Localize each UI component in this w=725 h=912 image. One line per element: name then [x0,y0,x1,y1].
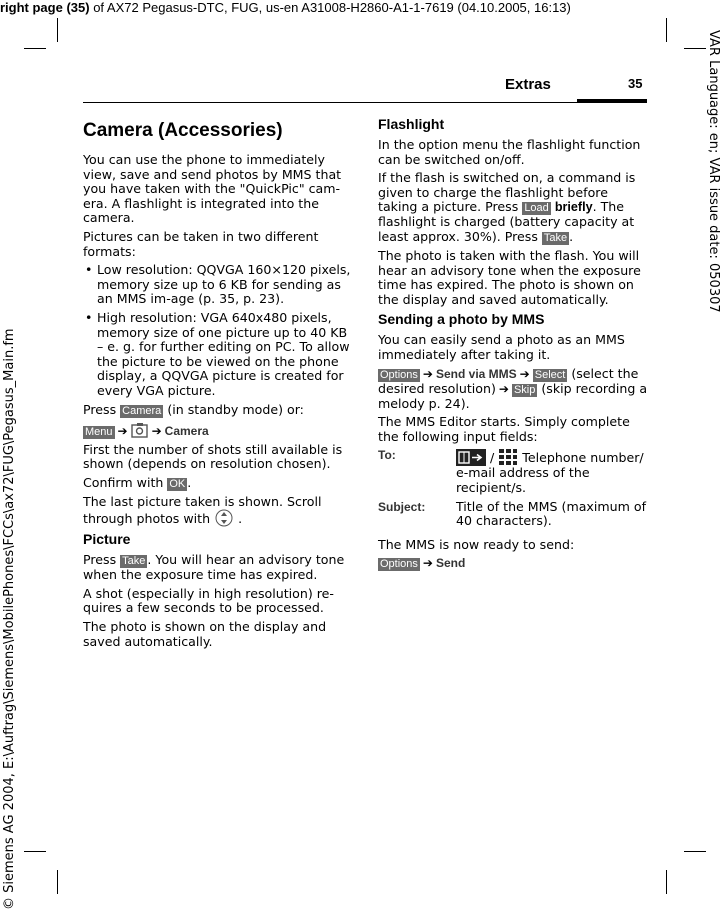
emphasis: briefly [554,200,593,215]
side-text-right: VAR Language: en; VAR issue date: 050307 [706,30,721,313]
menu-softkey: Menu [85,425,113,438]
scroll-navigation-icon [214,509,234,527]
field-table [378,448,650,532]
field-desc-subject: Title of the MMS (maximum of 40 characters). [456,498,647,529]
arrow-right-icon: ➔ [519,366,530,381]
paragraph: In the option menu the flashlight function can be switched on/off. [378,137,641,167]
crop-mark [24,851,46,852]
text: Press [83,401,117,417]
paragraph: The photo is taken with the flash. You will hear an advisory tone when the exposure time has expired. The photo is shown on the display and saved automatically. [378,247,641,307]
arrow-right-icon: ➔ [151,423,162,438]
take-softkey: Take [122,555,146,568]
print-header [0,0,571,15]
text: . [238,511,243,527]
side-text-left: © Siemens AG 2004, E:\Auftrag\Siemens\MobilePhones\FCCs\ax72\FUG\Pegasus_Main.fm [2,328,17,910]
text: The last picture taken is shown. Scroll through photos with [83,493,322,527]
options-softkey: Options [380,368,418,381]
bullet-mark: • [85,309,93,325]
header-rest: of AX72 Pegasus-DTC, FUG, us-en A31008-H2860-A1-1-7619 (04.10.2005, 16:13) [89,0,571,15]
text: If the flash is switched on, a command is given to charge the flashlight before taking a picture. Press [378,170,636,215]
menu-path [83,422,353,439]
text: . The flashlight is charged (battery capacity at least approx. 30%). Press [378,199,635,244]
bullet-text: Low resolution: QQVGA 160×120 pixels, memory size up to 6 KB for sending as an MMS im-age (p. 35, p. 23). [97,262,351,307]
phonebook-icon [456,449,486,466]
text: (select the desired resolution) [378,365,639,396]
left-column [83,116,353,653]
section-heading: Camera (Accessories) [83,120,283,141]
paragraph: You can easily send a photo as an MMS immediately after taking it. [378,332,625,362]
paragraph: You can use the phone to immediately view, save and send photos by MMS that you have taken with the "QuickPic" cam-era. A flashlight is integrated into the camera. [83,152,342,226]
bullet-item [83,263,353,307]
paragraph [83,476,353,491]
camera-menu-item: Camera [164,423,209,438]
bullet-item [83,311,353,399]
subheading-mms: Sending a photo by MMS [378,311,545,328]
header-rule [83,102,647,103]
arrow-right-icon: ➔ [422,366,433,381]
page-title: Extras [505,76,551,93]
crop-mark [57,870,58,894]
field-label-subject: Subject: [378,499,426,514]
paragraph: The photo is shown on the display and saved automatically. [83,619,327,649]
crop-mark [24,48,46,49]
paragraph [83,403,353,418]
menu-path [378,556,650,571]
text: . [569,228,574,244]
keypad-icon [498,448,518,466]
crop-mark [666,18,667,42]
field-desc-to [456,448,650,495]
crop-mark [57,18,58,42]
right-column [378,116,650,575]
text: Confirm with [83,474,164,490]
bullet-text: High resolution: VGA 640x480 pixels, memory size of one picture up to 40 KB – e. g. for further editing on PC. To allow the picture to be viewed on the phone display, a QQVGA picture is created for every VGA picture. [97,309,350,398]
text: Telephone number/ e-mail address of the recipient/s. [456,450,644,495]
paragraph [378,171,650,245]
crop-mark [684,48,706,49]
send-via-mms-item: Send via MMS [435,366,517,381]
paragraph: First the number of shots still available is shown (depends on resolution chosen). [83,441,343,472]
paragraph: A shot (especially in high resolution) re-quires a few seconds to be processed. [83,585,334,616]
ok-softkey: OK [169,477,186,490]
text: Press [83,552,117,568]
subheading-picture: Picture [83,531,131,548]
camera-menu-icon [131,422,149,439]
skip-softkey: Skip [513,383,536,396]
text: (skip recording a melody p. 24). [378,380,648,411]
subheading-flashlight: Flashlight [378,116,445,132]
crop-mark [666,870,667,894]
header-rule-thick [577,99,647,102]
slash: / [490,450,495,466]
paragraph: The MMS Editor starts. Simply complete the following input fields: [378,414,630,444]
select-softkey: Select [534,368,566,381]
arrow-right-icon: ➔ [422,556,433,571]
options-softkey: Options [380,558,418,571]
page-number: 35 [628,76,643,91]
paragraph [83,553,353,583]
camera-softkey: Camera [122,404,162,417]
load-softkey: Load [524,202,549,215]
arrow-right-icon: ➔ [498,381,509,396]
arrow-right-icon: ➔ [117,423,128,438]
paragraph: The MMS is now ready to send: [378,536,575,552]
paragraph [83,495,353,528]
text: . You will hear an advisory tone when the exposure time has expired. [83,552,345,583]
text: . [187,474,192,490]
text: (in standby mode) or: [167,401,304,417]
take-softkey: Take [543,231,568,244]
send-item: Send [435,556,466,571]
menu-path [378,367,650,412]
field-label-to: To: [378,448,396,463]
crop-mark [684,851,706,852]
bullet-mark: • [85,262,93,278]
paragraph: Pictures can be taken in two different formats: [83,228,319,259]
header-bold: right page (35) [0,0,90,15]
